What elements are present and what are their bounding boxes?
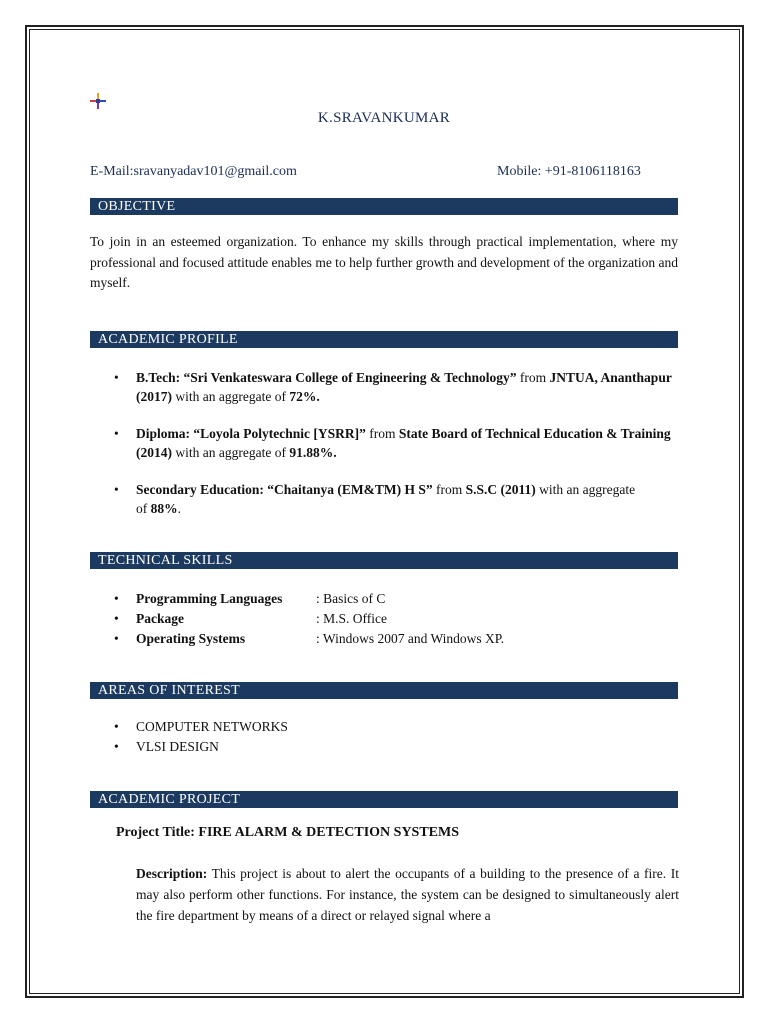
academic-project-heading: ACADEMIC PROJECT bbox=[90, 791, 678, 808]
objective-heading: OBJECTIVE bbox=[90, 198, 678, 215]
skill-value: : Windows 2007 and Windows XP. bbox=[316, 631, 505, 646]
mobile-number: Mobile: +91-8106118163 bbox=[497, 164, 641, 179]
technical-skills-heading: TECHNICAL SKILLS bbox=[90, 552, 678, 569]
academic-item-text: B.Tech: “Sri Venkateswara College of Engineering & Technology” from JNTUA, Ananthapur (2017) with an aggregate of 72%. bbox=[136, 370, 672, 404]
email-address[interactable]: E-Mail:sravanyadav101@gmail.com bbox=[90, 164, 297, 179]
bullet-icon: • bbox=[114, 611, 119, 626]
objective-text: To join in an esteemed organization. To enhance my skills through practical implementation, where my professional and focused attitude enables me to help further growth and development of the organization and myself. bbox=[90, 234, 678, 290]
bullet-icon: • bbox=[114, 591, 119, 606]
skill-label: Operating Systems bbox=[136, 631, 246, 646]
academic-profile-heading: ACADEMIC PROFILE bbox=[90, 331, 678, 348]
bullet-icon: • bbox=[114, 631, 119, 646]
colored-cross-icon bbox=[90, 93, 106, 109]
skill-label: Package bbox=[136, 611, 184, 626]
interest-label: VLSI DESIGN bbox=[136, 739, 219, 754]
academic-item-text: Secondary Education: “Chaitanya (EM&TM) H S” from S.S.C (2011) with an aggregate of 88%. bbox=[136, 482, 636, 516]
project-title: Project Title: FIRE ALARM & DETECTION SYSTEMS bbox=[116, 825, 460, 840]
skill-value: : Basics of C bbox=[316, 591, 386, 606]
skill-label: Programming Languages bbox=[136, 591, 283, 606]
bullet-icon: • bbox=[114, 719, 119, 734]
bullet-icon: • bbox=[114, 482, 119, 497]
areas-of-interest-heading: AREAS OF INTEREST bbox=[90, 682, 678, 699]
bullet-icon: • bbox=[114, 370, 119, 385]
academic-item-text: Diploma: “Loyola Polytechnic [YSRR]” from State Board of Technical Education & Training (2014) with an aggregate of 91.88%. bbox=[136, 426, 671, 460]
project-description: Description: This project is about to alert the occupants of a building to the presence of a fire. It may also perform other functions. For instance, the system can be designed to simultaneously alert the fire department by means of a direct or relayed signal where a bbox=[136, 866, 679, 923]
bullet-icon: • bbox=[114, 739, 119, 754]
bullet-icon: • bbox=[114, 426, 119, 441]
skill-value: : M.S. Office bbox=[316, 611, 387, 626]
interest-label: COMPUTER NETWORKS bbox=[136, 719, 288, 734]
candidate-name: K.SRAVANKUMAR bbox=[317, 110, 451, 126]
